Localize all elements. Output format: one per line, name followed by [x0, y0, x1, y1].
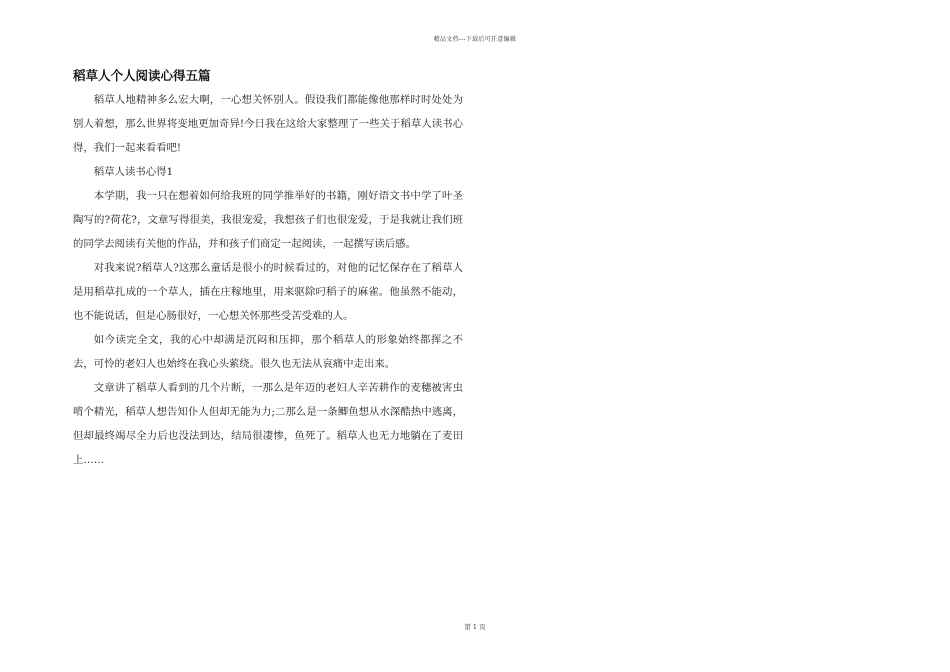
paragraph-intro: 稻草人地精神多么宏大啊，一心想关怀别人。假设我们都能像他那样时时处处为别人着想，那么世界将变地更加奇异!今日我在这给大家整理了一些关于稻草人读书心得，我们一起来看看吧! — [73, 94, 463, 154]
paragraph: 对我来说?稻草人?这那么童话是很小的时候看过的，对他的记忆保存在了稻草人是用稻草扎成的一个草人，插在庄稼地里，用来驱除叼稻子的麻雀。他虽然不能动，也不能说话，但是心肠很好，一心想关怀那些受苦受难的人。 — [73, 262, 463, 322]
paragraph: 如今读完全文，我的心中却满是沉闷和压抑，那个稻草人的形象始终都挥之不去，可怜的老妇人也始终在我心头萦绕。很久也无法从哀痛中走出来。 — [73, 334, 463, 370]
page-header: 精品文档---下载后可任意编辑 — [433, 36, 517, 43]
paragraph: 本学期，我一只在想着如何给我班的同学推举好的书籍，刚好语文书中学了叶圣陶写的?荷花?，文章写得很美，我很宠爱，我想孩子们也很宠爱，于是我就让我们班的同学去阅读有关他的作品，并和孩子们商定一起阅读，一起撰写读后感。 — [73, 190, 463, 250]
section-heading-1: 稻草人读书心得1 — [93, 166, 174, 178]
page-number: 第 1 页 — [464, 623, 486, 631]
document-body — [73, 68, 463, 472]
document-title: 稻草人个人阅读心得五篇 — [73, 68, 211, 83]
paragraph: 文章讲了稻草人看到的几个片断，一那么是年迈的老妇人辛苦耕作的麦穗被害虫啃个精光，稻草人想告知仆人但却无能为力;二那么是一条鲫鱼想从水深酷热中逃离，但却最终竭尽全力后也没法到达，结局很凄惨，鱼死了。稻草人也无力地躺在了麦田上…… — [73, 382, 463, 466]
